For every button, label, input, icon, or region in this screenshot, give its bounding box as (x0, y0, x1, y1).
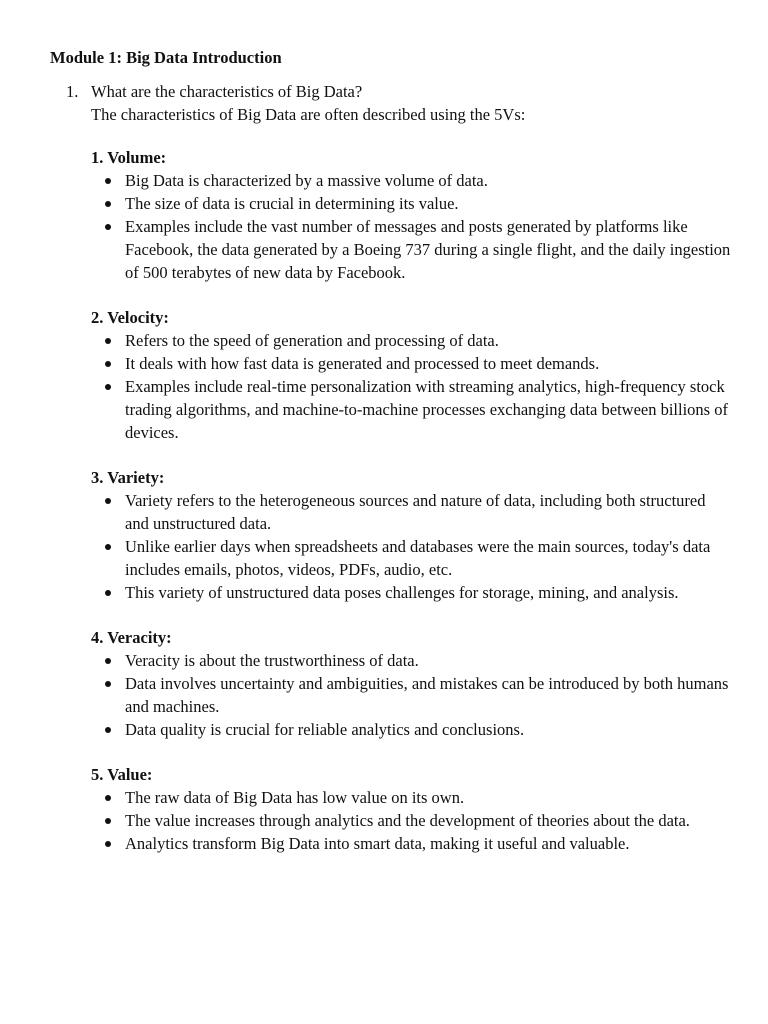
bullet-list (91, 329, 731, 444)
module-title: Module 1: Big Data Introduction (50, 48, 282, 67)
bullet-item: Analytics transform Big Data into smart data, making it useful and valuable. (91, 832, 731, 855)
section-title: 2. Velocity: (91, 308, 169, 327)
bullet-item: Examples include real-time personalization with streaming analytics, high-frequency stock trading algorithms, and machine-to-machine processes exchanging data between billions of devices. (91, 375, 731, 444)
section-volume (91, 146, 731, 284)
bullet-item: The value increases through analytics and the development of theories about the data. (91, 809, 731, 832)
question-number: 1. (66, 82, 79, 101)
bullet-item: It deals with how fast data is generated and processed to meet demands. (91, 352, 731, 375)
section-value (91, 763, 731, 855)
question-intro: The characteristics of Big Data are often described using the 5Vs: (91, 105, 526, 124)
section-title: 1. Volume: (91, 148, 167, 167)
bullet-item: Big Data is characterized by a massive volume of data. (91, 169, 731, 192)
bullet-list (91, 786, 731, 855)
bullet-item: Veracity is about the trustworthiness of data. (91, 649, 731, 672)
question-row (66, 80, 746, 103)
bullet-item: Refers to the speed of generation and processing of data. (91, 329, 731, 352)
section-veracity (91, 626, 731, 741)
section-title: 4. Veracity: (91, 628, 172, 647)
section-variety (91, 466, 731, 604)
bullet-item: Data quality is crucial for reliable analytics and conclusions. (91, 718, 731, 741)
bullet-item: Data involves uncertainty and ambiguities, and mistakes can be introduced by both humans and machines. (91, 672, 731, 718)
bullet-item: Variety refers to the heterogeneous sources and nature of data, including both structured and unstructured data. (91, 489, 731, 535)
question-block (66, 80, 746, 126)
section-velocity (91, 306, 731, 444)
bullet-item: Examples include the vast number of messages and posts generated by platforms like Facebook, the data generated by a Boeing 737 during a single flight, and the daily ingestion of 500 terabytes of new data by Facebook. (91, 215, 731, 284)
bullet-item: Unlike earlier days when spreadsheets and databases were the main sources, today's data includes emails, photos, videos, PDFs, audio, etc. (91, 535, 731, 581)
bullet-item: This variety of unstructured data poses challenges for storage, mining, and analysis. (91, 581, 731, 604)
bullet-item: The size of data is crucial in determining its value. (91, 192, 731, 215)
bullet-list (91, 169, 731, 284)
bullet-list (91, 489, 731, 604)
bullet-item: The raw data of Big Data has low value on its own. (91, 786, 731, 809)
section-title: 3. Variety: (91, 468, 165, 487)
characteristics-list (91, 146, 731, 877)
bullet-list (91, 649, 731, 741)
question-text: What are the characteristics of Big Data? (91, 82, 363, 101)
section-title: 5. Value: (91, 765, 153, 784)
